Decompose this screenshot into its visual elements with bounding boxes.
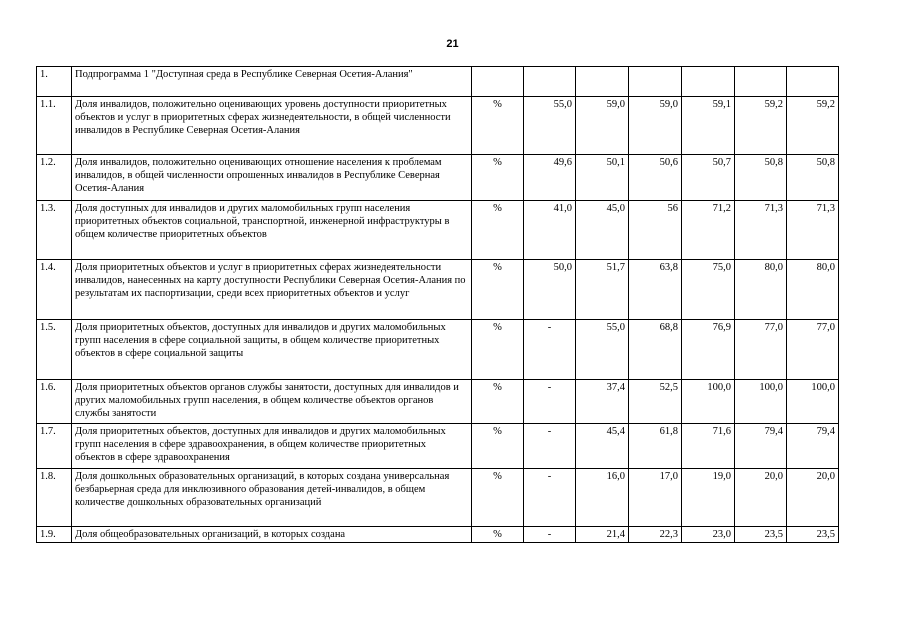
value-cell: 49,6 [524,155,576,201]
value-cell: 59,0 [576,97,629,155]
value-cell: 59,0 [629,97,682,155]
value-cell: 50,8 [735,155,787,201]
value-cell: 75,0 [682,260,735,320]
row-number: 1.1. [37,97,72,155]
value-cell: 61,8 [629,424,682,469]
value-cell: 71,3 [735,201,787,260]
table-row [37,260,839,320]
value-cell [524,67,576,97]
value-cell: 80,0 [787,260,839,320]
page-number: 21 [446,38,459,50]
unit-cell: % [472,260,524,320]
table-row [37,67,839,97]
indicator-name: Доля инвалидов, положительно оценивающих отношение населения к проблемам инвалидов, в общей численности опрошенных инвалидов в Республике Северная Осетия-Алания [72,155,472,201]
unit-cell: % [472,424,524,469]
value-cell: 77,0 [735,320,787,380]
unit-cell [472,67,524,97]
value-cell: 55,0 [524,97,576,155]
unit-cell: % [472,155,524,201]
unit-cell: % [472,201,524,260]
row-number: 1.3. [37,201,72,260]
value-cell: 71,3 [787,201,839,260]
unit-cell: % [472,320,524,380]
value-cell [576,67,629,97]
value-cell: 100,0 [787,380,839,424]
row-number: 1.8. [37,469,72,527]
value-cell: 50,6 [629,155,682,201]
value-cell: 71,6 [682,424,735,469]
value-cell: 23,5 [787,527,839,543]
value-cell: 45,4 [576,424,629,469]
value-cell: 50,0 [524,260,576,320]
indicator-name: Доля инвалидов, положительно оценивающих уровень доступности приоритетных объектов и услуг в приоритетных сферах жизнедеятельности, в общей численности инвалидов в Республике Северная Осетия-Алания [72,97,472,155]
indicator-name: Доля общеобразовательных организаций, в которых создана [72,527,472,543]
row-number: 1.6. [37,380,72,424]
value-cell: 100,0 [682,380,735,424]
value-cell: 59,2 [735,97,787,155]
row-number: 1.5. [37,320,72,380]
value-cell: - [524,424,576,469]
value-cell: 71,2 [682,201,735,260]
row-number: 1. [37,67,72,97]
value-cell: 23,5 [735,527,787,543]
value-cell: 21,4 [576,527,629,543]
value-cell: - [524,380,576,424]
value-cell: 80,0 [735,260,787,320]
value-cell: 51,7 [576,260,629,320]
unit-cell: % [472,97,524,155]
indicator-name: Доля приоритетных объектов органов службы занятости, доступных для инвалидов и других маломобильных групп населения, в общем количестве объектов органов службы занятости [72,380,472,424]
table-row [37,469,839,527]
table-row [37,424,839,469]
value-cell: 76,9 [682,320,735,380]
table-row [37,320,839,380]
value-cell: 19,0 [682,469,735,527]
value-cell: 55,0 [576,320,629,380]
value-cell: 16,0 [576,469,629,527]
value-cell: 50,8 [787,155,839,201]
value-cell: 63,8 [629,260,682,320]
value-cell: 50,1 [576,155,629,201]
value-cell: 77,0 [787,320,839,380]
unit-cell: % [472,527,524,543]
table-row [37,97,839,155]
value-cell: 79,4 [787,424,839,469]
value-cell: 68,8 [629,320,682,380]
table-row [37,380,839,424]
value-cell [682,67,735,97]
value-cell: - [524,469,576,527]
value-cell [629,67,682,97]
value-cell [787,67,839,97]
value-cell: 20,0 [735,469,787,527]
row-number: 1.2. [37,155,72,201]
value-cell: 52,5 [629,380,682,424]
table-row [37,527,839,543]
value-cell: 59,2 [787,97,839,155]
row-number: 1.4. [37,260,72,320]
value-cell: - [524,320,576,380]
unit-cell: % [472,380,524,424]
value-cell: 37,4 [576,380,629,424]
value-cell: - [524,527,576,543]
indicator-name: Доля доступных для инвалидов и других маломобильных групп населения приоритетных объектов социальной, транспортной, инженерной инфраструктуры в общем количестве приоритетных объектов [72,201,472,260]
value-cell: 22,3 [629,527,682,543]
indicator-name: Доля приоритетных объектов, доступных для инвалидов и других маломобильных групп населения в сфере здравоохранения, в общем количестве приоритетных объектов в сфере здравоохранения [72,424,472,469]
value-cell: 23,0 [682,527,735,543]
value-cell: 79,4 [735,424,787,469]
value-cell: 59,1 [682,97,735,155]
value-cell: 100,0 [735,380,787,424]
indicator-name: Доля приоритетных объектов, доступных для инвалидов и других маломобильных групп населения в сфере социальной защиты, в общем количестве приоритетных объектов в сфере социальной защиты [72,320,472,380]
value-cell [735,67,787,97]
indicators-table [36,66,839,543]
indicator-name: Подпрограмма 1 "Доступная среда в Республике Северная Осетия-Алания" [72,67,472,97]
value-cell: 41,0 [524,201,576,260]
value-cell: 20,0 [787,469,839,527]
row-number: 1.7. [37,424,72,469]
value-cell: 45,0 [576,201,629,260]
indicator-name: Доля приоритетных объектов и услуг в приоритетных сферах жизнедеятельности инвалидов, нанесенных на карту доступности Республики Северная Осетия-Алания по результатам их паспортизации, среди всех приоритетных объектов и услуг [72,260,472,320]
indicator-name: Доля дошкольных образовательных организаций, в которых создана универсальная безбарьерная среда для инклюзивного образования детей-инвалидов, в общем количестве дошкольных образовательных организаций [72,469,472,527]
value-cell: 56 [629,201,682,260]
table-row [37,155,839,201]
row-number: 1.9. [37,527,72,543]
table-row [37,201,839,260]
value-cell: 50,7 [682,155,735,201]
unit-cell: % [472,469,524,527]
value-cell: 17,0 [629,469,682,527]
